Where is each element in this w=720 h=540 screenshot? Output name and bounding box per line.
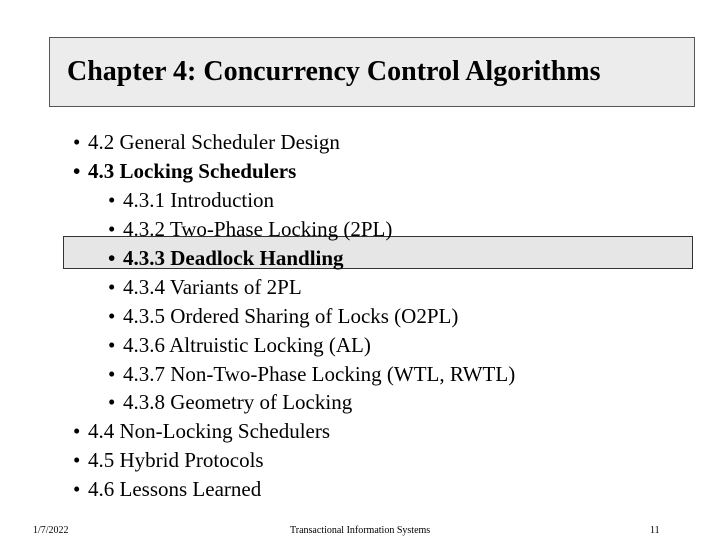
outline-item-label: 4.3 Locking Schedulers — [88, 159, 297, 183]
bullet: • — [108, 188, 116, 212]
outline-item-4-3-3 — [108, 246, 344, 270]
bullet: • — [73, 159, 81, 183]
bullet: • — [108, 362, 116, 386]
outline-item-label: 4.2 General Scheduler Design — [88, 130, 340, 154]
bullet: • — [73, 130, 81, 154]
bullet: • — [108, 333, 116, 357]
bullet: • — [108, 390, 116, 414]
outline-item-label: 4.6 Lessons Learned — [88, 477, 262, 501]
footer-page-number: 11 — [650, 525, 660, 536]
outline-item-4-3 — [73, 159, 296, 183]
outline-item-label: 4.3.3 Deadlock Handling — [123, 246, 344, 270]
bullet: • — [108, 304, 116, 328]
bullet: • — [108, 275, 116, 299]
outline-item-label: 4.3.5 Ordered Sharing of Locks (O2PL) — [123, 304, 459, 328]
footer-date: 1/7/2022 — [33, 525, 69, 536]
outline-item-label: 4.3.4 Variants of 2PL — [123, 275, 302, 299]
outline-item-label: 4.3.6 Altruistic Locking (AL) — [123, 333, 371, 357]
bullet: • — [108, 246, 116, 270]
footer-title: Transactional Information Systems — [290, 525, 431, 536]
outline-item-4-3-2 — [108, 217, 392, 241]
bullet: • — [73, 419, 81, 443]
outline-item-4-3-5 — [108, 304, 458, 328]
outline-item-4-3-6 — [108, 333, 371, 357]
outline-item-4-3-8 — [108, 390, 352, 414]
outline-item-label: 4.3.1 Introduction — [123, 188, 275, 212]
outline-item-4-3-7 — [108, 362, 515, 386]
bullet: • — [108, 217, 116, 241]
bullet: • — [73, 477, 81, 501]
bullet: • — [73, 448, 81, 472]
slide-title: Chapter 4: Concurrency Control Algorithms — [67, 56, 601, 87]
title-box — [49, 37, 695, 107]
outline-item-4-6 — [73, 477, 261, 501]
outline-item-4-3-4 — [108, 275, 302, 299]
outline-item-label: 4.5 Hybrid Protocols — [88, 448, 264, 472]
outline-item-label: 4.3.7 Non-Two-Phase Locking (WTL, RWTL) — [123, 362, 516, 386]
outline-item-4-4 — [73, 419, 330, 443]
outline-item-label: 4.4 Non-Locking Schedulers — [88, 419, 331, 443]
outline-item-4-3-1 — [108, 188, 274, 212]
outline-item-label: 4.3.8 Geometry of Locking — [123, 390, 353, 414]
outline-item-4-2 — [73, 130, 340, 154]
outline-item-label: 4.3.2 Two-Phase Locking (2PL) — [123, 217, 393, 241]
outline-item-4-5 — [73, 448, 264, 472]
